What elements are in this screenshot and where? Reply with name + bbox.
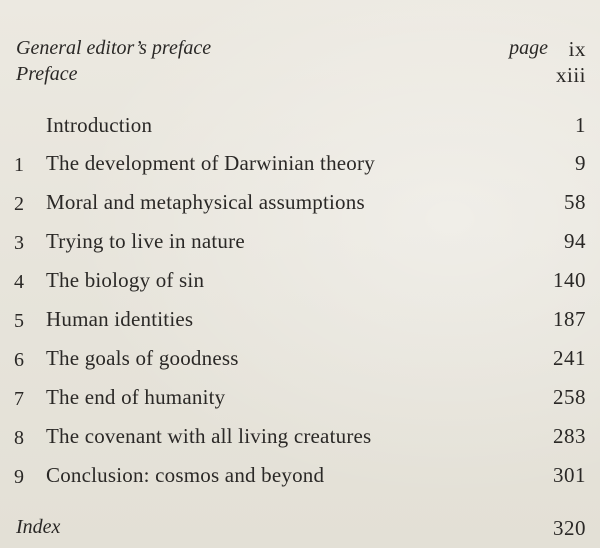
- toc-entry-chapter-3: [0, 229, 600, 259]
- toc-entry-chapter-9: [0, 463, 600, 493]
- chapter-title: Trying to live in nature: [46, 229, 245, 253]
- page-number: 283: [553, 424, 586, 448]
- page-number: 320: [553, 516, 586, 540]
- page-number: 187: [553, 307, 586, 331]
- chapter-title: Human identities: [46, 307, 194, 331]
- page-number: ix: [568, 37, 586, 61]
- toc-entry-preface: [0, 63, 600, 93]
- chapter-number: 6: [14, 349, 24, 371]
- page-label: page: [509, 37, 548, 59]
- chapter-number: 8: [14, 427, 24, 449]
- toc-entry-introduction: [0, 113, 600, 143]
- page-number: 58: [564, 190, 586, 214]
- page-number: xiii: [555, 63, 586, 87]
- chapter-title: The biology of sin: [46, 268, 205, 292]
- back-matter-title: Index: [16, 516, 61, 538]
- chapter-number: 1: [14, 154, 24, 176]
- toc-entry-chapter-2: [0, 190, 600, 220]
- front-matter-title: Preface: [16, 63, 78, 85]
- chapter-title: The end of humanity: [46, 385, 226, 409]
- toc-entry-chapter-8: [0, 424, 600, 454]
- chapter-number: 4: [14, 271, 24, 293]
- page-number: 301: [553, 463, 586, 487]
- toc-entry-index: [0, 516, 600, 546]
- page-number: 140: [553, 268, 586, 292]
- page-number: 241: [553, 346, 586, 370]
- toc-entry-chapter-1: [0, 151, 600, 181]
- chapter-title: The covenant with all living creatures: [46, 424, 372, 448]
- front-matter-title: General editor’s preface: [16, 37, 212, 59]
- chapter-title: Conclusion: cosmos and beyond: [46, 463, 325, 487]
- toc-entry-chapter-7: [0, 385, 600, 415]
- page-number: 94: [564, 229, 586, 253]
- page-number: 258: [553, 385, 586, 409]
- chapter-title: The development of Darwinian theory: [46, 151, 375, 175]
- chapter-number: 9: [14, 466, 24, 488]
- chapter-number: 2: [14, 193, 24, 215]
- chapter-number: 7: [14, 388, 24, 410]
- chapter-number: 3: [14, 232, 24, 254]
- chapter-title: Moral and metaphysical assumptions: [46, 190, 365, 214]
- toc-entry-chapter-6: [0, 346, 600, 376]
- toc-entry-chapter-5: [0, 307, 600, 337]
- chapter-title: The goals of goodness: [46, 346, 239, 370]
- page-number: 9: [575, 151, 586, 175]
- chapter-title: Introduction: [46, 113, 153, 137]
- page-number: 1: [575, 113, 586, 137]
- chapter-number: 5: [14, 310, 24, 332]
- toc-entry-chapter-4: [0, 268, 600, 298]
